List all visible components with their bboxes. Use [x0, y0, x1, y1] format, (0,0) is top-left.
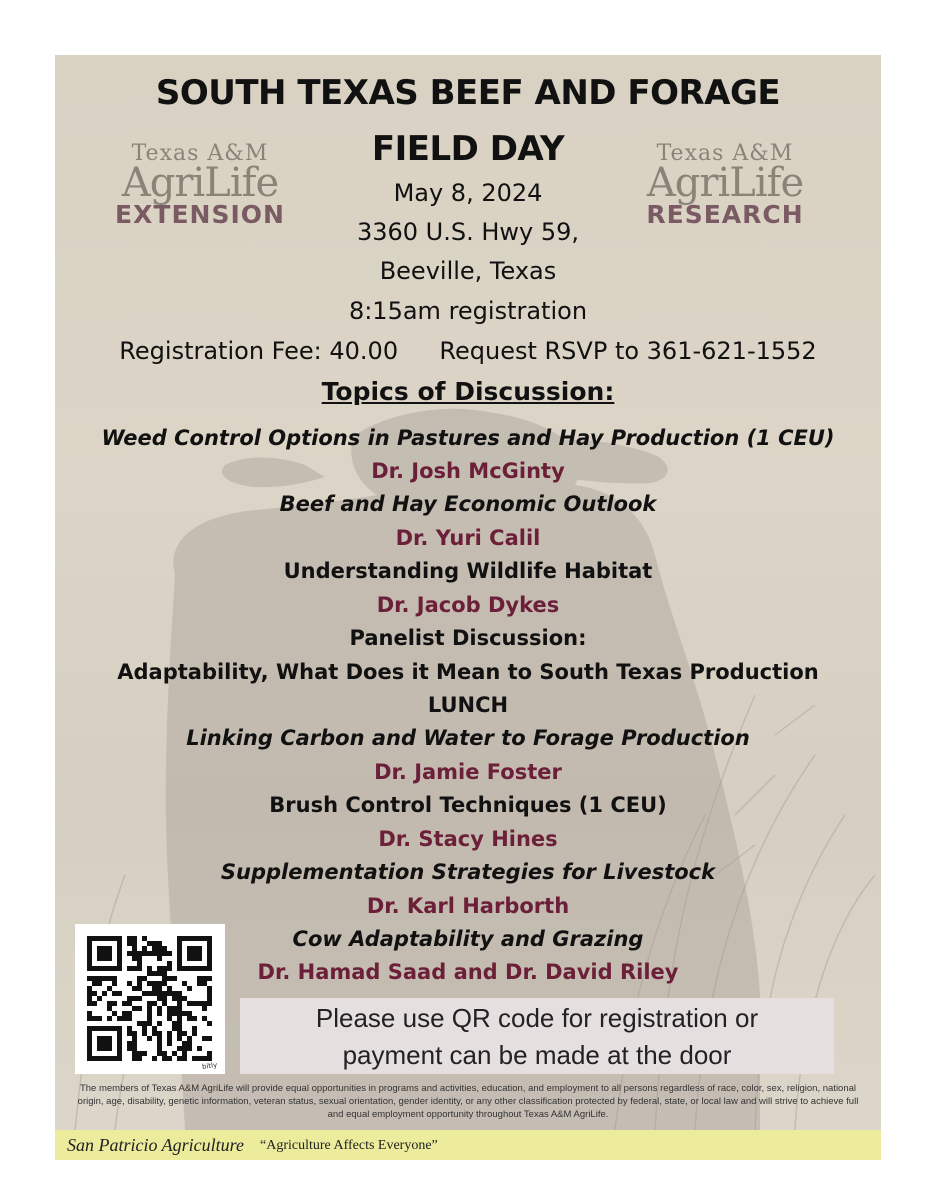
rsvp-phone: Request RSVP to 361-621-1552	[439, 337, 817, 365]
logo-research: RESEARCH	[646, 200, 804, 229]
speaker-yuri-calil: Dr. Yuri Calil	[395, 526, 541, 550]
speaker-saad-riley: Dr. Hamad Saad and Dr. David Riley	[257, 960, 679, 984]
topic-panelist-discussion: Panelist Discussion:	[349, 626, 587, 650]
qr-label: bitly	[201, 1060, 218, 1072]
logo-texas-am: Texas A&M	[131, 141, 269, 166]
event-city: Beeville, Texas	[379, 257, 557, 285]
topic-cow-adaptability: Cow Adaptability and Grazing	[292, 927, 644, 951]
logo-agrilife: AgriLife	[121, 160, 279, 206]
registration-notice	[240, 998, 834, 1074]
equal-opportunity-statement: The members of Texas A&M AgriLife will provide equal opportunities in programs and activities, education, and employment to all persons regardless of race, color, sex, religion, national origin, age, disability, genetic information, veteran status, sexual orientation, gender identity, or any other classification protected by federal, state, or local law and will strive to achieve full and equal employment opportunity throughout Texas A&M AgriLife.	[77, 1083, 859, 1120]
speaker-josh-mcginty: Dr. Josh McGinty	[371, 459, 565, 483]
topic-adaptability: Adaptability, What Does it Mean to South Texas Production	[117, 660, 819, 684]
registration-time: 8:15am registration	[348, 297, 588, 325]
notice-line-1: Please use QR code for registration or	[315, 1003, 759, 1033]
topic-carbon-water: Linking Carbon and Water to Forage Production	[186, 726, 750, 750]
registration-qr-code[interactable]	[75, 924, 225, 1074]
footer-organization: San Patricio Agriculture	[67, 1135, 244, 1155]
topic-weed-control: Weed Control Options in Pastures and Hay Production (1 CEU)	[101, 426, 835, 450]
title-line-1: SOUTH TEXAS BEEF AND FORAGE	[155, 73, 781, 113]
topic-beef-hay-outlook: Beef and Hay Economic Outlook	[279, 492, 657, 516]
topic-wildlife-habitat: Understanding Wildlife Habitat	[283, 559, 653, 583]
topic-supplementation: Supplementation Strategies for Livestock	[220, 860, 716, 884]
topics-heading: Topics of Discussion:	[321, 377, 615, 406]
event-date: May 8, 2024	[393, 179, 543, 207]
footer-slogan: “Agriculture Affects Everyone”	[260, 1138, 438, 1153]
event-address: 3360 U.S. Hwy 59,	[356, 218, 580, 246]
logo-extension: EXTENSION	[115, 200, 285, 229]
speaker-karl-harborth: Dr. Karl Harborth	[366, 894, 570, 918]
logo-agrilife: AgriLife	[646, 160, 804, 206]
fee-rsvp-line	[55, 337, 881, 365]
title-line-2: FIELD DAY	[371, 129, 565, 169]
speaker-jacob-dykes: Dr. Jacob Dykes	[376, 593, 560, 617]
qr-code-pattern	[75, 924, 225, 1074]
speaker-stacy-hines: Dr. Stacy Hines	[378, 827, 558, 851]
speaker-jamie-foster: Dr. Jamie Foster	[374, 760, 562, 784]
notice-line-2: payment can be made at the door	[342, 1040, 732, 1070]
footer-bar	[55, 1130, 881, 1160]
topic-lunch: LUNCH	[427, 693, 509, 717]
registration-fee: Registration Fee: 40.00	[119, 337, 399, 365]
logo-texas-am: Texas A&M	[656, 141, 794, 166]
topic-brush-control: Brush Control Techniques (1 CEU)	[269, 793, 667, 817]
